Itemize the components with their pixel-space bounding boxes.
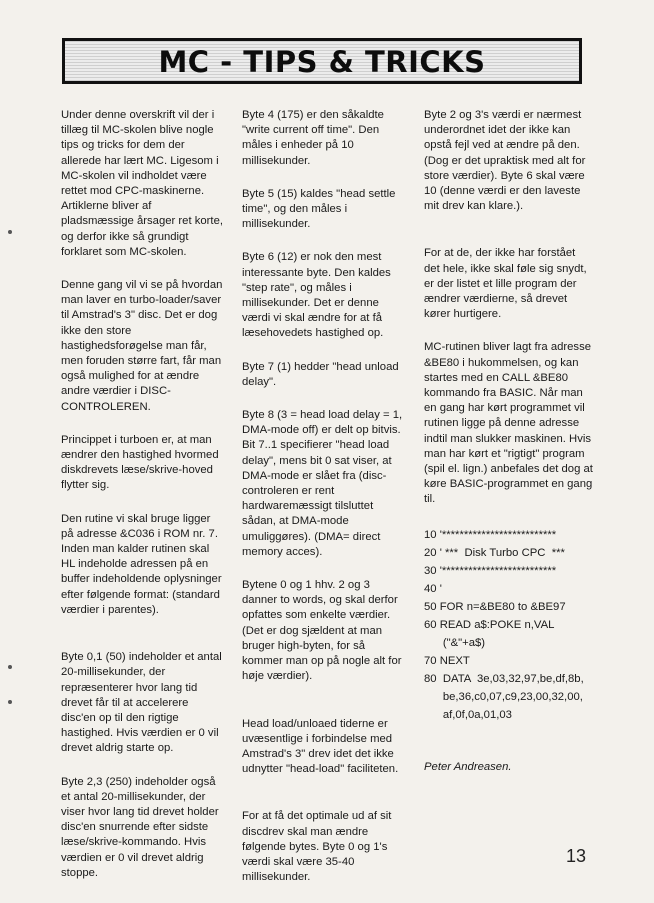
paragraph: Byte 7 (1) hedder "head unload delay".	[242, 360, 399, 388]
page-title: MC - TIPS & TRICKS	[158, 45, 486, 79]
code-line: ("&"+a$)	[424, 636, 486, 649]
code-line: 80 DATA 3e,03,32,97,be,df,8b,	[424, 672, 584, 685]
paragraph: Byte 6 (12) er nok den mest interessante byte. Den kaldes "step rate", og måles i millisekunder. Det er denne værdi vi skal ændre for at få læsehovedets hastighed op.	[242, 251, 391, 340]
code-line: 70 NEXT	[424, 654, 470, 667]
paragraph: Byte 2 og 3's værdi er nærmest underordnet idet der ikke kan opstå fejl ved at ændre på den. (Dog er det upraktisk med alt for store værdier). Byte 6 skal være 10 (denne værdi er den laveste mit drev kan klare.).	[424, 109, 586, 213]
paragraph: Denne gang vil vi se på hvordan man laver en turbo-loader/saver til Amstrad's 3" disc. Det er dog ikke den store hastighedsforøgelse man får, men foruden større fart, får man også mulighed for at ændre andre værdier i DISC-CONTROLEREN.	[61, 279, 223, 413]
paragraph: Byte 8 (3 = head load delay = 1, DMA-mode off) er delt op bitvis. Bit 7..1 specifierer "head load delay", mens bit 0 sat viser, at DMA-mode er slået fra (disc-controleren er rent hardwaremæssigt tilsluttet sådan, at DMA-mode umuliggøres). (DMA= direct memory acces).	[242, 409, 403, 558]
column-2	[242, 108, 407, 903]
paragraph: Princippet i turboen er, at man ændrer den hastighed hvormed diskdrevets læse/skrive-hoved flytter sig.	[61, 433, 219, 492]
column-3	[424, 108, 594, 775]
page-number: 13	[566, 846, 587, 866]
scan-mark	[8, 700, 12, 704]
code-line: be,36,c0,07,c9,23,00,32,00,	[424, 690, 583, 703]
code-line: 20 ' *** Disk Turbo CPC ***	[424, 546, 565, 559]
column-1	[61, 108, 223, 899]
paragraph: Byte 5 (15) kaldes "head settle time", og den måles i millisekunder.	[242, 187, 396, 231]
title-banner	[62, 38, 582, 84]
paragraph: For at de, der ikke har forstået det hele, ikke skal føle sig snydt, er der listet et lille program der ændrer værdierne, så drevet kører hurtigere.	[424, 247, 587, 321]
code-line: af,0f,0a,01,03	[424, 708, 512, 721]
paragraph: Head load/unloaed tiderne er uvæsentlige i forbindelse med Amstrad's 3" drev idet det ikke udnytter "head-load" faciliteten.	[242, 717, 399, 776]
code-line: 10 '**************************	[424, 528, 557, 541]
paragraph: Byte 0,1 (50) indeholder et antal 20-millisekunder, der repræsenterer hvor lang tid drevet får til at accelerere disc'en op til den rigtige hastighed. Hvis værdien er 0 vil drevet aldrig starte op.	[61, 651, 222, 755]
basic-listing	[424, 526, 594, 724]
scan-mark	[8, 665, 12, 669]
author-signature: Peter Andreasen.	[424, 760, 512, 773]
paragraph: Under denne overskrift vil der i tillæg til MC-skolen blive nogle tips og tricks for dem der allerede har lært MC. Ligesom i MC-skolen vil indholdet være rettet mod CPC-maskinerne. Artiklerne bliver af pladsmæssige årsager ret korte, og derfor ikke så grundigt forklaret som MC-skolen.	[61, 109, 223, 258]
code-line: 40 '	[424, 582, 442, 595]
code-line: 60 READ a$:POKE n,VAL	[424, 618, 555, 631]
paragraph: Byte 4 (175) er den såkaldte "write current off time". Den måles i enheder på 10 millisekunder.	[242, 109, 384, 167]
paragraph: Bytene 0 og 1 hhv. 2 og 3 danner to words, og skal derfor opfattes som enkelte værdier. (Det er dog sjældent at man bruger high-byten, for så kommer man op på nogle alt for høje værdier).	[242, 579, 402, 683]
code-line: 50 FOR n=&BE80 to &BE97	[424, 600, 566, 613]
paragraph: Byte 2,3 (250) indeholder også et antal 20-millisekunder, der viser hvor lang tid drevet holder disc'en snurrende efter sidste læse/skrive-kommando. Hvis værdien er 0 vil drevet aldrig stoppe.	[61, 775, 219, 879]
scan-mark	[8, 230, 12, 234]
paragraph: MC-rutinen bliver lagt fra adresse &BE80 i hukommelsen, og kan startes med en CALL &BE80 kommando fra BASIC. Når man en gang har kørt programmet vil rutinen ligge på denne adresse indtil man slukker maskinen. Hvis man har kørt et "rigtigt" program (spil el. lign.) anbefales det dog at køre BASIC-programmet en gang til.	[424, 341, 593, 506]
code-line: 30 '**************************	[424, 564, 557, 577]
paragraph: For at få det optimale ud af sit discdrev skal man ændre følgende bytes. Byte 0 og 1's værdi skal være 35-40 millisekunder.	[242, 810, 392, 884]
paragraph: Den rutine vi skal bruge ligger på adresse &C036 i ROM nr. 7. Inden man kalder rutinen skal HL indeholde adressen på en buffer indeholdende oplysninger efter følgende format: (standard værdier i parentes).	[61, 512, 222, 616]
